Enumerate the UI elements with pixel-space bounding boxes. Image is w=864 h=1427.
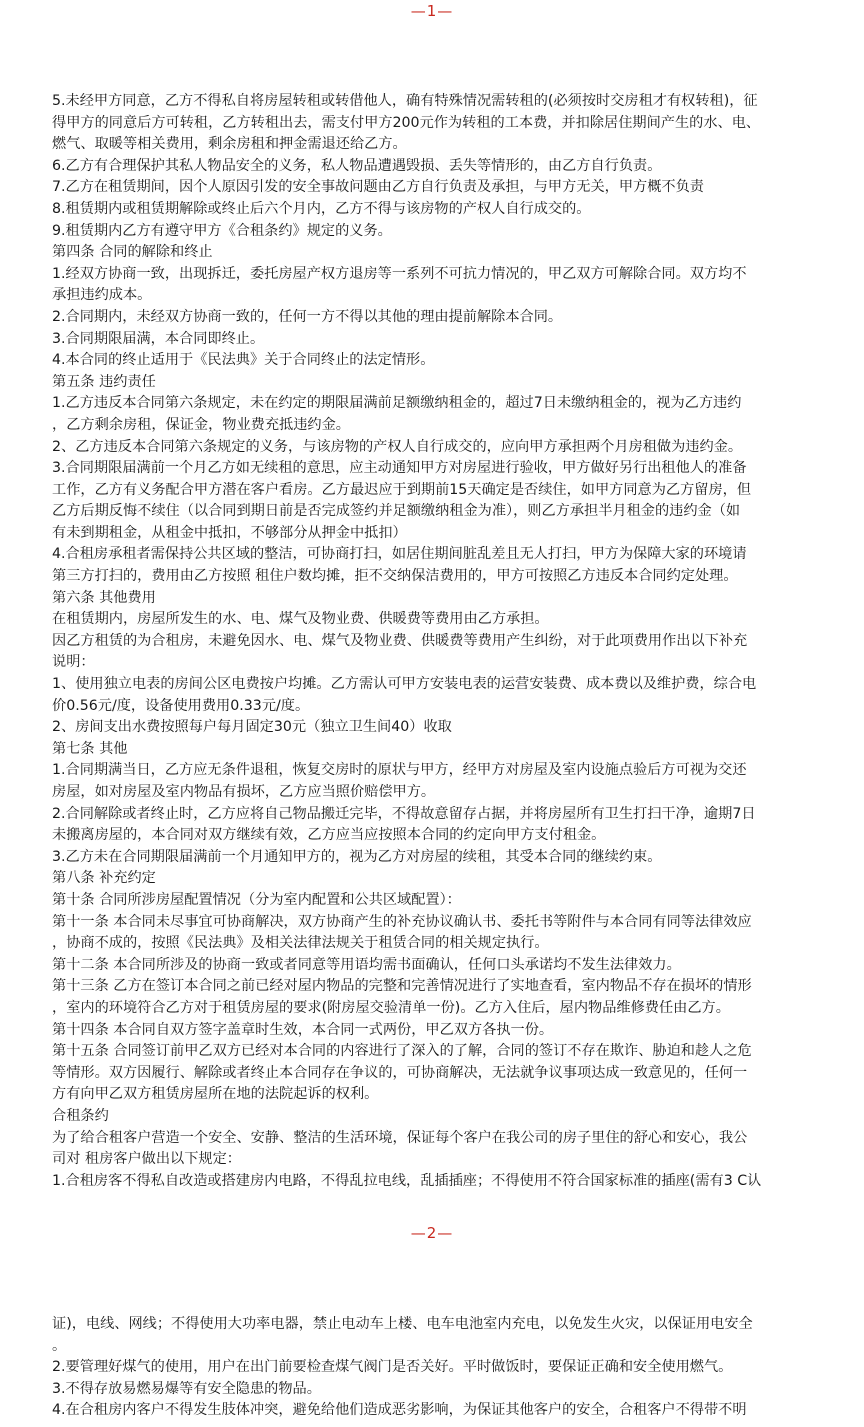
text-line: 燃气、取暖等相关费用，剩余房租和押金需退还给乙方。 xyxy=(52,136,407,153)
text-line: 4.本合同的终止适用于《民法典》关于合同终止的法定情形。 xyxy=(52,352,435,369)
text-line: 等情形。双方因履行、解除或者终止本合同存在争议的，可协商解决，无法就争议事项达成一致意见的，任何一 xyxy=(52,1064,748,1081)
text-line: 1、使用独立电表的房间公区电费按户均摊。乙方需认可甲方安装电表的运营安装费、成本费以及维护费，综合电 xyxy=(52,676,757,693)
text-line: 5.未经甲方同意，乙方不得私自将房屋转租或转借他人，确有特殊情况需转租的(必须按时交房租才有权转租)，征 xyxy=(52,93,758,109)
text-line: 4.合租房承租者需保持公共区域的整洁，可协商打扫，如居住期间脏乱差且无人打扫，甲方为保障大家的环境请 xyxy=(52,546,747,563)
text-line: 2、乙方违反本合同第六条规定的义务，与该房物的产权人自行成交的，应向甲方承担两个月房租做为违约金。 xyxy=(52,438,743,455)
text-line: 1.合同期满当日，乙方应无条件退租，恢复交房时的原状与甲方，经甲方对房屋及室内设施点验后方可视为交还 xyxy=(52,762,747,779)
text-line: 证)，电线、网线；不得使用大功率电器，禁止电动车上楼、电车电池室内充电，以免发生火灾，以保证用电安全 xyxy=(52,1316,753,1332)
text-line: 4.在合租房内客户不得发生肢体冲突，避免给他们造成恶劣影响，为保证其他客户的安全，合租客户不得带不明 xyxy=(52,1402,747,1419)
text-line: 9.租赁期内乙方有遵守甲方《合租条约》规定的义务。 xyxy=(52,222,392,239)
text-line: 第五条 违约责任 xyxy=(52,373,156,390)
text-line: 第十三条 乙方在签订本合同之前已经对屋内物品的完整和完善情况进行了实地查看，室内物品不存在损坏的情形 xyxy=(52,978,752,995)
text-line: 7.乙方在租赁期间，因个人原因引发的安全事故问题由乙方自行负责及承担，与甲方无关，甲方概不负责 xyxy=(52,179,704,196)
text-line: 第十条 合同所涉房屋配置情况（分为室内配置和公共区域配置）： xyxy=(52,891,461,908)
text-line: 第三方打扫的，费用由乙方按照 租住户数均摊，拒不交纳保洁费用的，甲方可按照乙方违反本合同约定处理。 xyxy=(52,568,738,585)
text-line: 2.要管理好煤气的使用，用户在出门前要检查煤气阀门是否关好。平时做饭时，要保证正确和安全使用燃气。 xyxy=(52,1359,733,1376)
text-line: 说明： xyxy=(52,654,95,671)
text-line: 在租赁期内，房屋所发生的水、电、煤气及物业费、供暖费等费用由乙方承担。 xyxy=(52,611,549,628)
text-line: 第十二条 本合同所涉及的协商一致或者同意等用语均需书面确认，任何口头承诺均不发生法律效力。 xyxy=(52,956,681,973)
text-line: 第十四条 本合同自双方签字盖章时生效，本合同一式两份，甲乙双方各执一份。 xyxy=(52,1021,554,1038)
text-line: 3.合同期限届满，本合同即终止。 xyxy=(52,330,265,347)
text-line: 合租条约 xyxy=(52,1107,109,1124)
text-line: 2.合同期内，未经双方协商一致的，任何一方不得以其他的理由提前解除本合同。 xyxy=(52,308,563,325)
text-line: 为了给合租客户营造一个安全、安静、整洁的生活环境，保证每个客户在我公司的房子里住的舒心和安心，我公 xyxy=(52,1129,748,1146)
text-line: 1.经双方协商一致，出现拆迁，委托房屋产权方退房等一系列不可抗力情况的，甲乙双方可解除合同。双方均不 xyxy=(52,265,747,282)
text-line: 3.乙方未在合同期限届满前一个月通知甲方的，视为乙方对房屋的续租，其受本合同的继续约束。 xyxy=(52,848,662,865)
text-line: 第四条 合同的解除和终止 xyxy=(52,244,213,261)
text-line: 2、房间支出水费按照每户每月固定30元（独立卫生间40）收取 xyxy=(52,719,452,736)
text-line: 司对 租房客户做出以下规定： xyxy=(52,1151,241,1168)
text-line: 6.乙方有合理保护其私人物品安全的义务，私人物品遭遇毁损、丢失等情形的，由乙方自行负责。 xyxy=(52,157,662,174)
text-line: 因乙方租赁的为合租房，未避免因水、电、煤气及物业费、供暖费等费用产生纠纷，对于此项费用作出以下补充 xyxy=(52,632,748,649)
text-line: ，乙方剩余房租，保证金，物业费充抵违约金。 xyxy=(52,416,350,433)
text-line: 3.不得存放易燃易爆等有安全隐患的物品。 xyxy=(52,1380,321,1397)
text-line: 1.合租房客不得私自改造或搭建房内电路，不得乱拉电线，乱插插座；不得使用不符合国家标准的插座(需有3 C认 xyxy=(52,1172,762,1189)
text-line: 承担违约成本。 xyxy=(52,287,152,304)
text-line: 第七条 其他 xyxy=(52,740,128,757)
text-line: 第八条 补充约定 xyxy=(52,870,156,887)
text-line: 房屋，如对房屋及室内物品有损坏，乙方应当照价赔偿甲方。 xyxy=(52,784,436,800)
text-line: 第十五条 合同签订前甲乙双方已经对本合同的内容进行了深入的了解，合同的签订不存在欺诈、胁迫和趁人之危 xyxy=(52,1043,752,1060)
text-line: 乙方后期反悔不续住（以合同到期日前是否完成签约并足额缴纳租金为准），则乙方承担半月租金的违约金（如 xyxy=(52,503,741,520)
text-line: 价0.56元/度，设备使用费用0.33元/度。 xyxy=(52,697,310,714)
text-line: 得甲方的同意后方可转租，乙方转租出去，需支付甲方200元作为转租的工本费，并扣除居住期间产生的水、电、 xyxy=(52,114,761,131)
text-line: 3.合同期限届满前一个月乙方如无续租的意思，应主动通知甲方对房屋进行验收，甲方做好另行出租他人的准备 xyxy=(52,460,747,477)
text-line: 有未到期租金，从租金中抵扣，不够部分从押金中抵扣） xyxy=(52,524,407,541)
text-line: 8.租赁期内或租赁期解除或终止后六个月内，乙方不得与该房物的产权人自行成交的。 xyxy=(52,200,591,217)
text-line: 未搬离房屋的，本合同对双方继续有效，乙方应当应按照本合同的约定向甲方支付租金。 xyxy=(52,827,606,844)
page-1-text xyxy=(52,91,812,1192)
text-line: 2.合同解除或者终止时，乙方应将自己物品搬迁完毕，不得故意留存占据，并将房屋所有卫生打扫干净，逾期7日 xyxy=(52,805,756,822)
text-line: 第六条 其他费用 xyxy=(52,589,156,606)
page-number-1: —1— xyxy=(410,2,454,20)
text-line: 方有向甲乙双方租赁房屋所在地的法院起诉的权利。 xyxy=(52,1086,379,1103)
text-line: 。 xyxy=(52,1337,67,1354)
text-line: ，协商不成的，按照《民法典》及相关法律法规关于租赁合同的相关规定执行。 xyxy=(52,935,549,952)
text-line: ，室内的环境符合乙方对于租赁房屋的要求(附房屋交验清单一份)。乙方入住后，屋内物品维修费任由乙方。 xyxy=(52,999,730,1016)
page-number-2: —2— xyxy=(410,1224,454,1242)
text-line: 工作，乙方有义务配合甲方潜在客户看房。乙方最迟应于到期前15天确定是否续住，如甲方同意为乙方留房，但 xyxy=(52,481,752,498)
text-line: 第十一条 本合同未尽事宜可协商解决，双方协商产生的补充协议确认书、委托书等附件与本合同有同等法律效应 xyxy=(52,913,752,930)
page-2-text xyxy=(52,1314,812,1422)
text-line: 1.乙方违反本合同第六条规定，未在约定的期限届满前足额缴纳租金的，超过7日未缴纳租金的，视为乙方违约 xyxy=(52,395,742,412)
